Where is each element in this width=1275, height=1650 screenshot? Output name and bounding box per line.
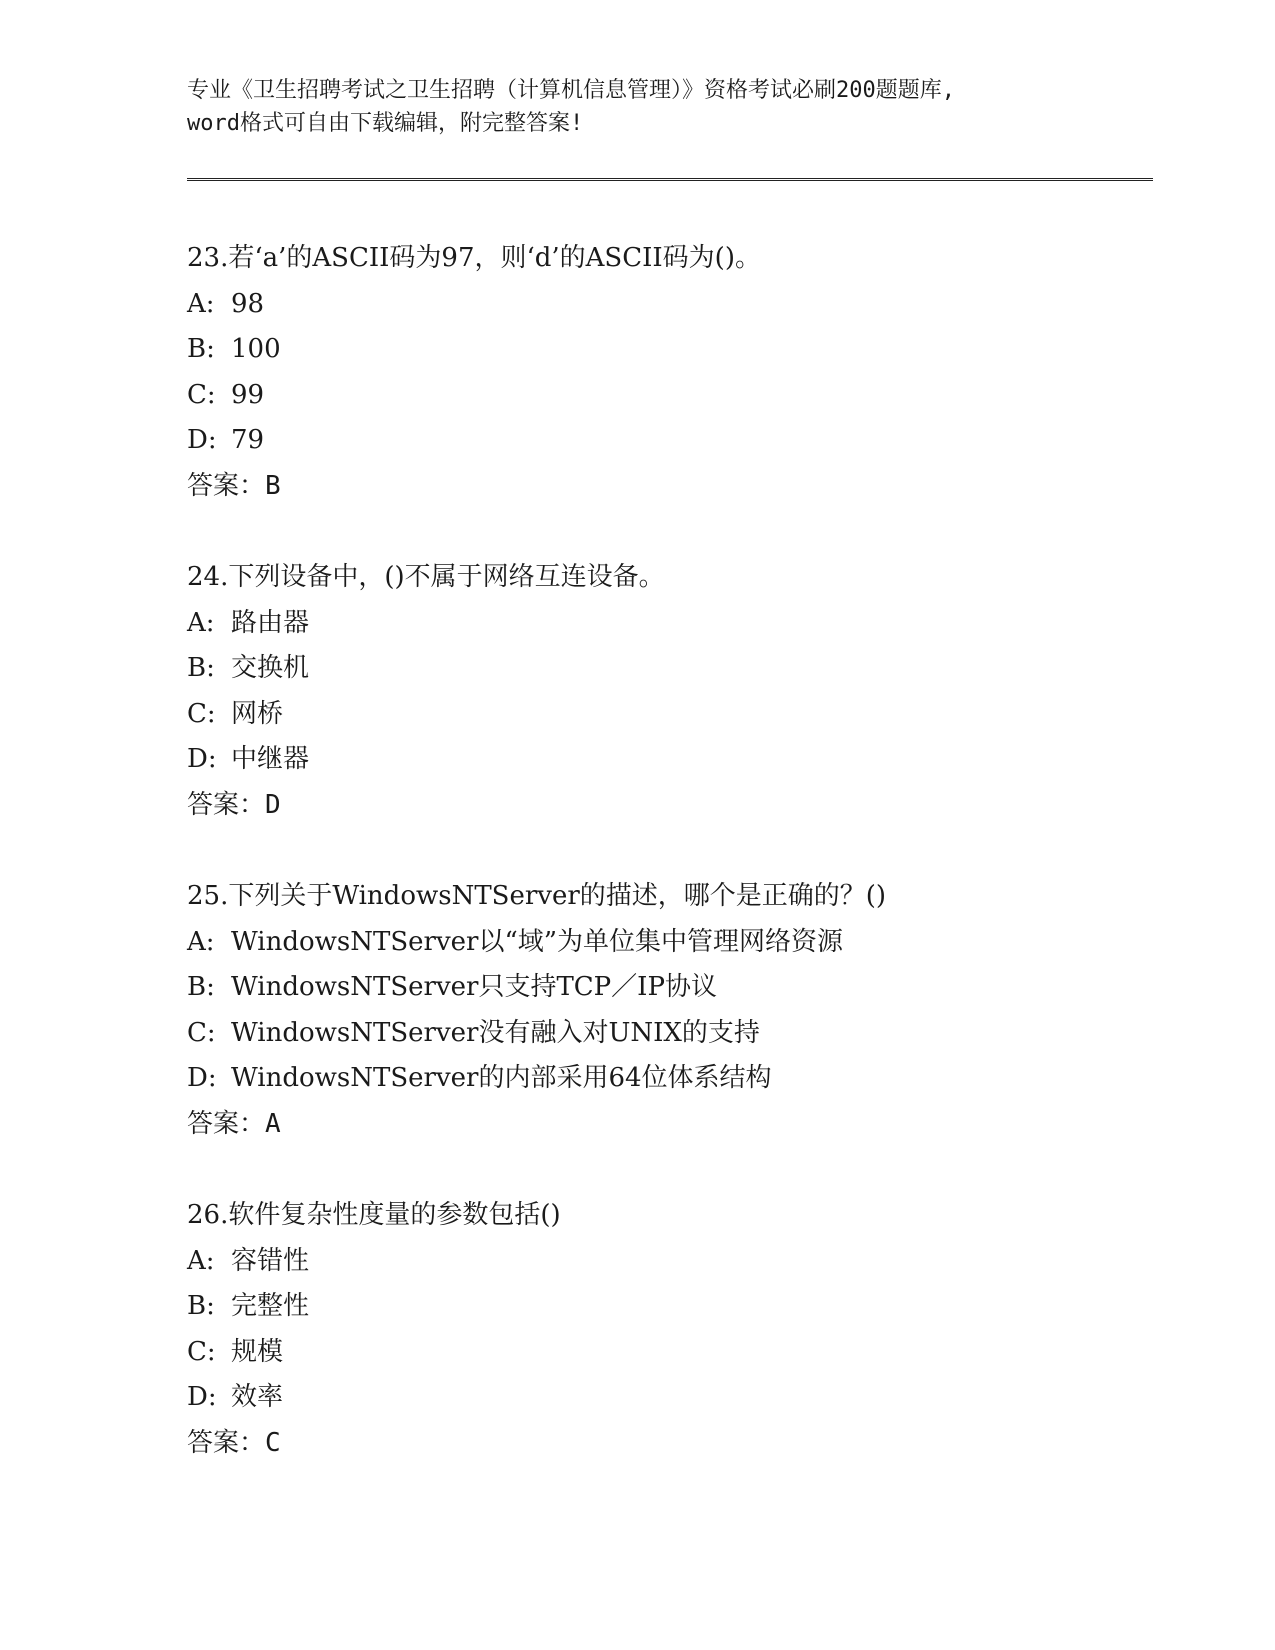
question-stem: 24.下列设备中，()不属于网络互连设备。 (187, 562, 665, 592)
option-key: D: (187, 744, 217, 774)
option-text: WindowsNTServer没有融入对UNIX的支持 (231, 1017, 760, 1048)
answer-line: 答案：B (187, 470, 281, 501)
option-a (187, 920, 1153, 966)
option-text: WindowsNTServer的内部采用64位体系结构 (231, 1063, 772, 1093)
option-key: B: (187, 972, 215, 1002)
option-d (187, 418, 1153, 464)
question-25 (187, 874, 1153, 1147)
option-text: WindowsNTServer以“域”为单位集中管理网络资源 (231, 926, 844, 957)
option-text: 网桥 (231, 698, 284, 729)
option-b (187, 1284, 1153, 1330)
option-key: A: (187, 926, 215, 957)
option-a (187, 601, 1153, 647)
answer-line: 答案：C (187, 1427, 281, 1458)
question-23 (187, 236, 1153, 509)
header-line-1: 专业《卫生招聘考试之卫生招聘（计算机信息管理）》资格考试必刷200题题库, (187, 78, 955, 103)
option-text: 交换机 (231, 653, 310, 683)
option-key: B: (187, 334, 215, 364)
option-d (187, 1056, 1153, 1102)
question-stem: 23.若‘a’的ASCII码为97，则‘d’的ASCII码为()。 (187, 243, 761, 273)
option-text: 规模 (231, 1336, 284, 1367)
option-key: D: (187, 1063, 217, 1093)
option-key: C: (187, 1336, 216, 1367)
option-c (187, 373, 1153, 419)
option-text: 100 (231, 334, 281, 364)
question-stem: 26.软件复杂性度量的参数包括() (187, 1200, 561, 1230)
option-text: 容错性 (231, 1245, 310, 1276)
option-a (187, 1239, 1153, 1285)
header-line-2: word格式可自由下载编辑，附完整答案! (187, 111, 584, 136)
option-b (187, 327, 1153, 373)
option-c (187, 1330, 1153, 1376)
option-text: 99 (231, 379, 265, 410)
option-text: 路由器 (231, 607, 310, 638)
option-text: 98 (231, 288, 265, 319)
question-24 (187, 555, 1153, 828)
header-double-rule (187, 178, 1153, 181)
option-c (187, 692, 1153, 738)
question-list (187, 236, 1153, 1512)
option-text: 79 (231, 425, 265, 455)
option-key: A: (187, 607, 215, 638)
option-key: A: (187, 288, 215, 319)
question-stem: 25.下列关于WindowsNTServer的描述，哪个是正确的？() (187, 881, 887, 911)
option-d (187, 1375, 1153, 1421)
option-key: A: (187, 1245, 215, 1276)
option-c (187, 1011, 1153, 1057)
option-d (187, 737, 1153, 783)
option-key: D: (187, 1382, 217, 1412)
option-key: C: (187, 379, 216, 410)
option-text: WindowsNTServer只支持TCP／IP协议 (231, 972, 717, 1002)
question-26 (187, 1193, 1153, 1466)
option-key: C: (187, 698, 216, 729)
option-text: 效率 (231, 1382, 284, 1412)
option-text: 完整性 (231, 1291, 310, 1321)
option-text: 中继器 (231, 744, 310, 774)
option-key: C: (187, 1017, 216, 1048)
option-key: B: (187, 1291, 215, 1321)
option-a (187, 282, 1153, 328)
option-key: D: (187, 425, 217, 455)
answer-line: 答案：D (187, 789, 281, 820)
option-b (187, 965, 1153, 1011)
answer-line: 答案：A (187, 1108, 281, 1139)
option-key: B: (187, 653, 215, 683)
option-b (187, 646, 1153, 692)
document-header (187, 74, 1087, 140)
